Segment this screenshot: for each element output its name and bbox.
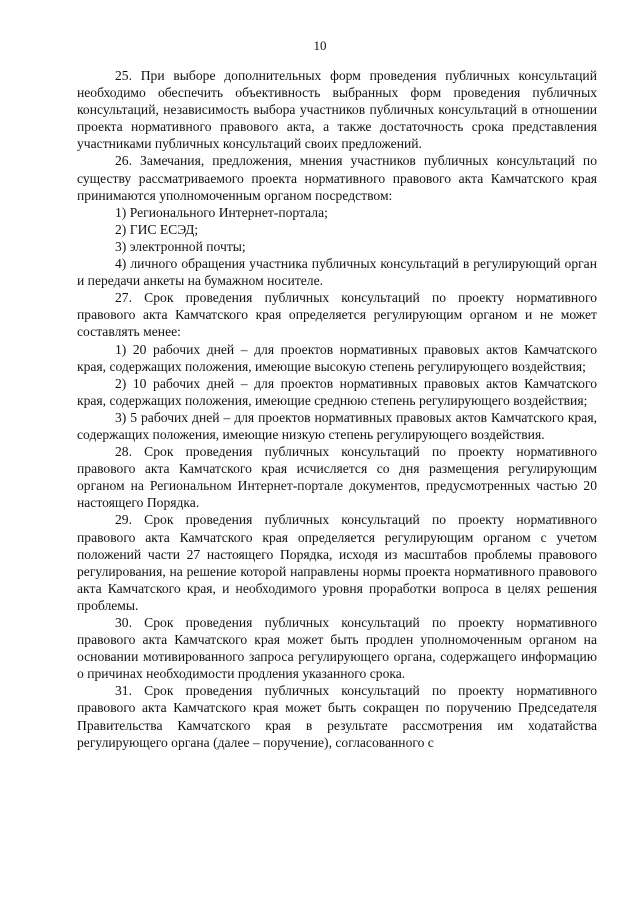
list-item-10-days: 2) 10 рабочих дней – для проектов нормативных правовых актов Камчатского края, содержащих положения, имеющие среднюю степень регулирующего воздействия; <box>77 375 597 408</box>
paragraph-25: 25. При выборе дополнительных форм проведения публичных консультаций необходимо обеспечить объективность выбранных форм проведения публичных консультаций, независимость выбора участников публичных консультаций в отношении проекта нормативного правового акта, а также достаточность срока представления участниками публичных консультаций своих предложений. <box>77 68 597 152</box>
list-item-gis-esed: 2) ГИС ЕСЭД; <box>115 221 199 237</box>
list-item-regional-portal: 1) Регионального Интернет-портала; <box>115 204 328 220</box>
list-item-5-days: 3) 5 рабочих дней – для проектов нормативных правовых актов Камчатского края, содержащих положения, имеющие низкую степень регулирующего воздействия. <box>77 409 597 442</box>
paragraph-31: 31. Срок проведения публичных консультаций по проекту нормативного правового акта Камчатского края может быть сокращен по поручению Председателя Правительства Камчатского края в результате рассмотрения им ходатайства регулирующего органа (далее – поручение), согласованного с <box>77 683 597 750</box>
document-body <box>77 67 597 751</box>
paragraph-30: 30. Срок проведения публичных консультаций по проекту нормативного правового акта Камчатского края может быть продлен уполномоченным органом на основании мотивированного запроса регулирующего органа, содержащего информацию о причинах необходимости продления указанного срока. <box>77 615 597 682</box>
paragraph-27: 27. Срок проведения публичных консультаций по проекту нормативного правового акта Камчатского края определяется регулирующим органом и не может составлять менее: <box>77 290 597 340</box>
list-item-personal-appeal: 4) личного обращения участника публичных консультаций в регулирующий орган и передачи анкеты на бумажном носителе. <box>77 256 597 289</box>
list-item-20-days: 1) 20 рабочих дней – для проектов нормативных правовых актов Камчатского края, содержащих положения, имеющие высокую степень регулирующего воздействия; <box>77 341 597 374</box>
paragraph-28: 28. Срок проведения публичных консультаций по проекту нормативного правового акта Камчатского края исчисляется со дня размещения регулирующим органом на Региональном Интернет-портале документов, предусмотренных частью 20 настоящего Порядка. <box>77 444 597 511</box>
page-number: 10 <box>313 38 327 53</box>
list-item-email: 3) электронной почты; <box>115 238 246 254</box>
paragraph-29: 29. Срок проведения публичных консультаций по проекту нормативного правового акта Камчатского края определяется регулирующим органом с учетом положений части 27 настоящего Порядка, исходя из масштабов проблемы правового регулирования, на решение которой направлены нормы проекта нормативного правового акта Камчатского края, и необходимого уровня проработки вопроса в целях решения проблемы. <box>77 512 597 613</box>
paragraph-26: 26. Замечания, предложения, мнения участников публичных консультаций по существу рассматриваемого проекта нормативного правового акта Камчатского края принимаются уполномоченным органом посредством: <box>77 153 597 203</box>
